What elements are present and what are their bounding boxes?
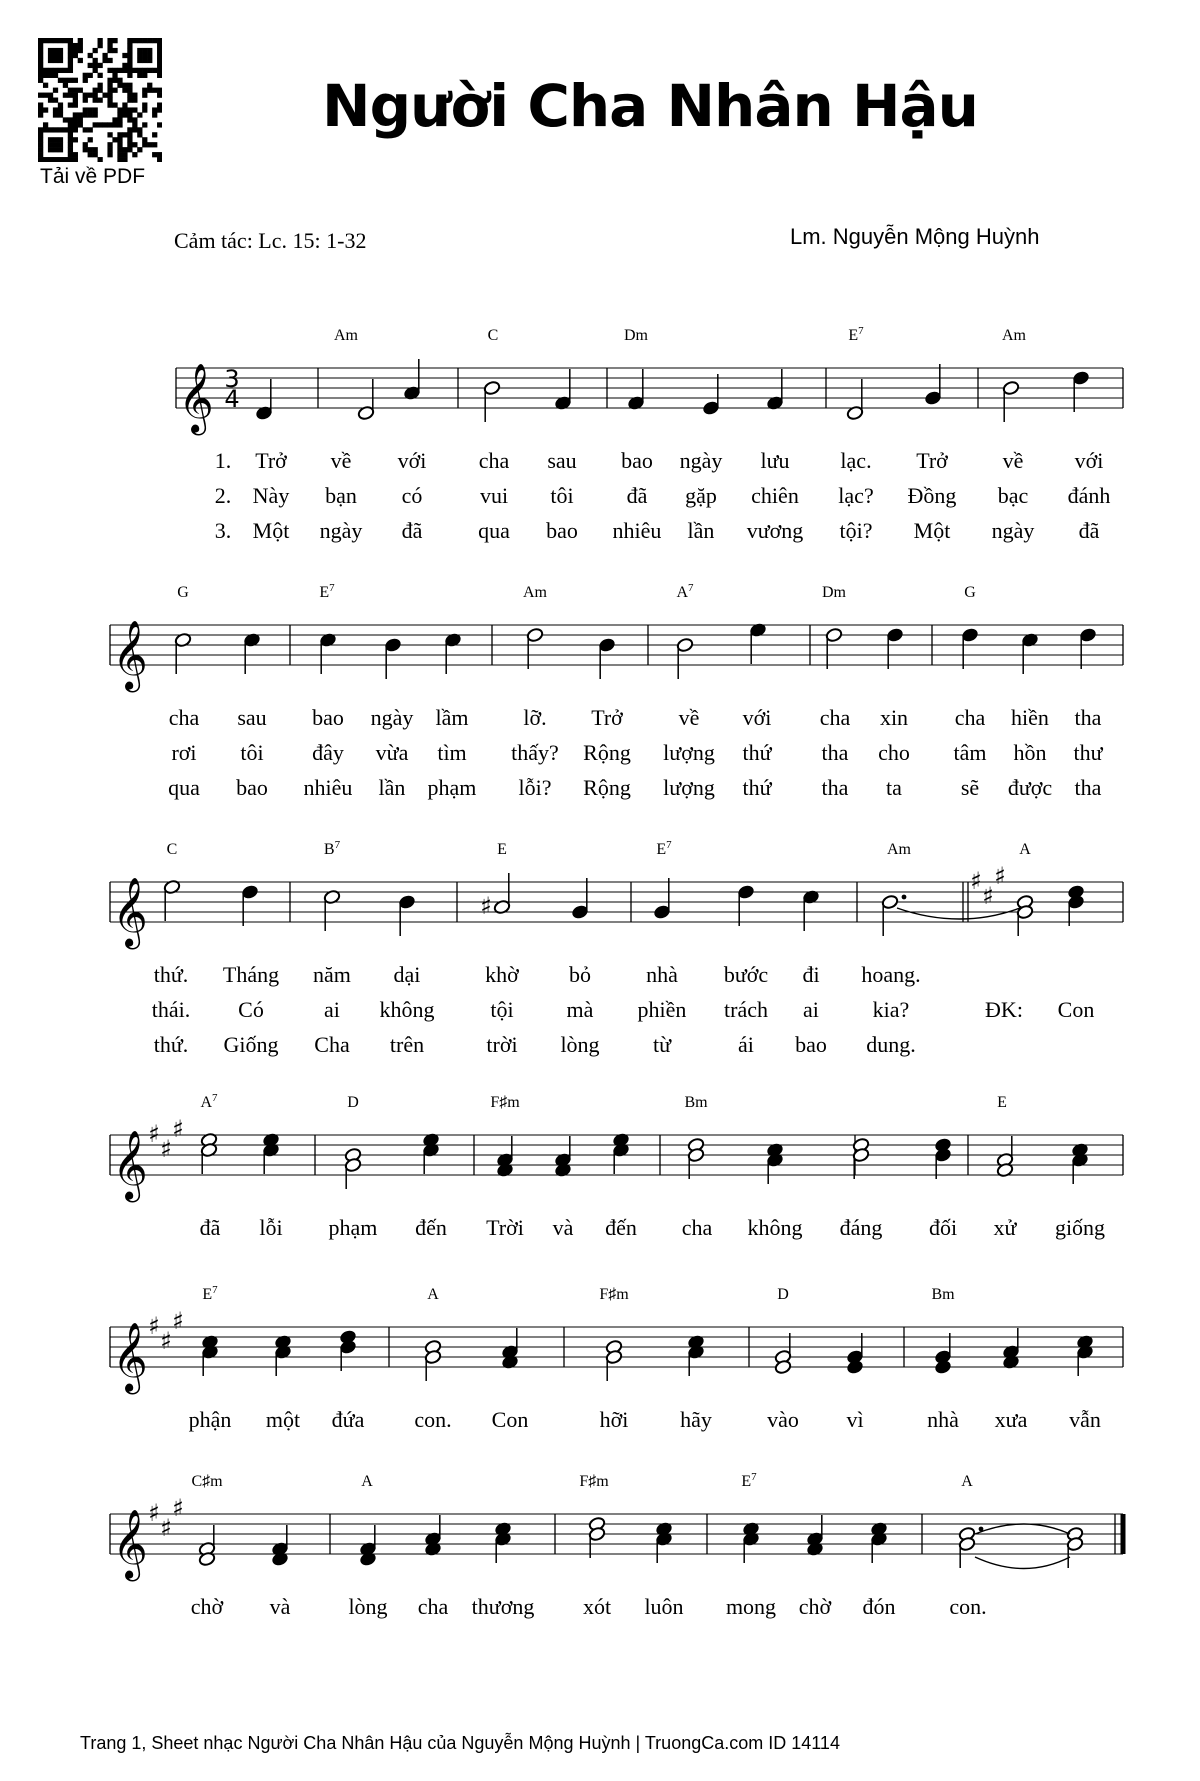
chord-root: Am [334, 327, 358, 344]
chord-symbol [1002, 327, 1027, 344]
lyric-syllable: có [401, 483, 423, 508]
tie [975, 1557, 1070, 1569]
lyric-syllable: 1. [214, 448, 232, 473]
lyric-syllable: tha [1074, 775, 1102, 800]
lyric-syllable: đến [605, 1215, 637, 1240]
chord-root: E [741, 1473, 752, 1490]
lyric-syllable: xưa [994, 1407, 1028, 1432]
lyric-syllable: tội? [839, 518, 873, 543]
lyric-syllable: ái [738, 1032, 754, 1057]
chord-root: Bm [931, 1286, 955, 1303]
lyric-syllable: thứ. [153, 1032, 189, 1057]
chord-extension: 7 [212, 1092, 218, 1104]
chord-symbol [167, 841, 178, 858]
lyric-syllable: thứ. [153, 962, 189, 987]
lyric-syllable: đón [862, 1594, 896, 1619]
lyric-syllable: bao [236, 775, 268, 800]
lyric-syllable: hãy [680, 1407, 712, 1432]
sharp-sign: ♯ [994, 862, 1006, 890]
lyric-syllable: cha [819, 705, 851, 730]
lyric-syllable: ngày [679, 448, 723, 473]
treble-clef: 𝄞 [112, 877, 148, 947]
lyric-syllable: con. [949, 1594, 987, 1619]
lyric-syllable: được [1007, 775, 1053, 800]
lyric-syllable: tha [1074, 705, 1102, 730]
lyric-syllable: đánh [1067, 483, 1111, 508]
lyric-syllable: chờ [190, 1594, 224, 1619]
chord-root: A [676, 584, 689, 601]
lyric-syllable: tha [821, 775, 849, 800]
chord-symbol [777, 1286, 789, 1303]
lyric-syllable: hồn [1013, 740, 1047, 765]
lyric-syllable: cha [954, 705, 986, 730]
chord-symbol [684, 1094, 708, 1111]
lyric-syllable: vương [746, 518, 804, 543]
chord-root: A [427, 1286, 439, 1303]
chord-root: Dm [624, 327, 648, 344]
treble-clef: 𝄞 [112, 620, 148, 690]
lyric-syllable: phận [188, 1407, 232, 1432]
lyric-syllable: lòng [560, 1032, 600, 1057]
download-pdf-label[interactable]: Tải về PDF [40, 165, 146, 188]
chord-root: Bm [684, 1094, 708, 1111]
lyric-syllable: cha [417, 1594, 449, 1619]
chord-root: C [487, 327, 499, 344]
lyric-syllable: 3. [214, 518, 232, 543]
lyric-syllable: sẽ [960, 775, 980, 800]
chord-symbol [931, 1286, 955, 1303]
subtitle: Cảm tác: Lc. 15: 1-32 [174, 228, 367, 253]
lyric-syllable: lạc. [840, 448, 872, 473]
chord-root: F♯m [490, 1094, 520, 1111]
lyric-syllable: không [379, 997, 435, 1022]
lyric-syllable: Tháng [222, 962, 280, 987]
lyric-syllable: đã [626, 483, 648, 508]
lyric-syllable: dung. [866, 1032, 916, 1057]
lyric-syllable: tha [821, 740, 849, 765]
lyric-syllable: xin [879, 705, 909, 730]
lyric-syllable: bỏ [569, 962, 591, 987]
chord-root: Am [523, 584, 547, 601]
treble-clef: 𝄞 [178, 363, 214, 433]
chord-root: F♯m [599, 1286, 629, 1303]
sharp-sign: ♯ [148, 1499, 160, 1527]
chord-symbol [497, 841, 507, 858]
lyric-syllable: tìm [437, 740, 467, 765]
lyric-syllable: lần [378, 775, 406, 800]
lyric-syllable: bao [621, 448, 653, 473]
lyric-syllable: thấy? [511, 740, 559, 765]
lyric-syllable: đây [312, 740, 344, 765]
lyric-syllable: Này [252, 483, 290, 508]
lyric-syllable: chờ [798, 1594, 832, 1619]
sharp-sign: ♯ [970, 867, 982, 895]
lyric-syllable: bao [312, 705, 344, 730]
chord-symbol [599, 1286, 629, 1303]
lyric-syllable: đã [1078, 518, 1100, 543]
lyric-syllable: một [265, 1407, 301, 1432]
lyric-syllable: kia? [872, 997, 910, 1022]
chord-symbol [202, 1284, 218, 1303]
sharp-sign: ♯ [148, 1120, 160, 1148]
lyric-syllable: đã [401, 518, 423, 543]
lyric-syllable: ai [803, 997, 819, 1022]
lyric-syllable: đã [199, 1215, 221, 1240]
treble-clef: 𝄞 [112, 1130, 148, 1200]
lyric-syllable: phạm [328, 1215, 378, 1240]
lyric-syllable: với [1074, 448, 1104, 473]
lyric-syllable: qua [478, 518, 510, 543]
lyric-syllable: xót [582, 1594, 612, 1619]
lyric-syllable: và [552, 1215, 574, 1240]
chord-symbol [961, 1473, 973, 1490]
lyric-syllable: cha [168, 705, 200, 730]
dot [902, 895, 907, 900]
lyric-syllable: với [742, 705, 772, 730]
chord-root: A [1019, 841, 1031, 858]
chord-root: A [361, 1473, 373, 1490]
lyric-syllable: lượng [663, 775, 715, 800]
lyric-syllable: trên [389, 1032, 425, 1057]
chord-symbol [579, 1473, 609, 1490]
lyric-syllable: Một [913, 518, 951, 543]
lyric-syllable: và [269, 1594, 291, 1619]
chord-symbol [676, 582, 694, 601]
lyric-syllable: thương [471, 1594, 535, 1619]
lyric-syllable: qua [168, 775, 200, 800]
chord-symbol [1019, 841, 1031, 858]
lyric-syllable: thứ [742, 775, 772, 800]
lyric-syllable: hỡi [599, 1407, 629, 1432]
chord-root: Am [1002, 327, 1026, 344]
lyric-syllable: trời [486, 1032, 518, 1057]
chord-symbol [191, 1473, 223, 1490]
lyric-syllable: Cha [314, 1032, 350, 1057]
sharp-sign: ♯ [172, 1494, 184, 1522]
lyric-syllable: Một [252, 518, 290, 543]
lyric-syllable: Trời [486, 1215, 524, 1240]
chord-symbol [964, 584, 976, 601]
lyric-syllable: Đồng [907, 483, 957, 508]
lyric-syllable: tôi [550, 483, 574, 508]
lyric-syllable: đối [928, 1215, 958, 1240]
lyric-syllable: lòng [348, 1594, 388, 1619]
chord-root: F♯m [579, 1473, 609, 1490]
chord-root: E [997, 1094, 1007, 1111]
lyric-syllable: 2. [214, 483, 232, 508]
chord-symbol [334, 327, 359, 344]
chord-extension: 7 [688, 582, 694, 594]
lyric-syllable: ngày [370, 705, 414, 730]
lyric-syllable: phiền [637, 997, 687, 1022]
lyric-syllable: đáng [839, 1215, 883, 1240]
chord-symbol [490, 1094, 520, 1111]
sharp-sign: ♯ [172, 1115, 184, 1143]
chord-root: B [323, 841, 335, 858]
page-footer: Trang 1, Sheet nhạc Người Cha Nhân Hậu của Nguyễn Mộng Huỳnh | TruongCa.com ID 14114 [80, 1733, 840, 1753]
sharp-sign: ♯ [982, 882, 994, 910]
lyric-syllable: hiền [1011, 705, 1049, 730]
chord-root: C [166, 841, 178, 858]
chord-root: G [177, 584, 189, 601]
sharp-sign: ♯ [172, 1307, 184, 1335]
song-title: Người Cha Nhân Hậu [322, 72, 978, 140]
chord-symbol [741, 1471, 757, 1490]
chord-extension: 7 [329, 582, 335, 594]
lyric-syllable: ai [324, 997, 340, 1022]
lyric-syllable: đến [415, 1215, 447, 1240]
chord-symbol [177, 584, 189, 601]
lyric-syllable: nhà [646, 962, 678, 987]
chord-symbol [624, 327, 649, 344]
chord-symbol [887, 841, 912, 858]
lyric-syllable: về [678, 705, 700, 730]
lyric-syllable: trách [724, 997, 768, 1022]
lyric-syllable: sau [547, 448, 577, 473]
chord-root: A [961, 1473, 973, 1490]
lyric-syllable: Giống [223, 1032, 279, 1057]
lyric-syllable: tâm [953, 740, 987, 765]
lyric-syllable: gặp [685, 483, 717, 508]
chord-root: Dm [822, 584, 846, 601]
lyric-syllable: Trở [591, 705, 623, 730]
chord-root: Am [887, 841, 911, 858]
lyric-syllable: hoang. [861, 962, 921, 987]
lyric-syllable: bạn [325, 483, 357, 508]
sharp-sign: ♯ [160, 1135, 172, 1163]
chord-root: E [848, 327, 859, 344]
lyric-syllable: ĐK: [985, 997, 1023, 1022]
lyric-syllable: thứ [742, 740, 772, 765]
lyric-syllable: mà [566, 997, 594, 1022]
lyric-syllable: năm [313, 962, 351, 987]
lyric-syllable: cha [478, 448, 510, 473]
lyric-syllable: ngày [991, 518, 1035, 543]
chord-root: E [656, 841, 667, 858]
tie [975, 1524, 1070, 1534]
lyric-syllable: thái. [151, 997, 191, 1022]
chord-symbol [848, 325, 864, 344]
chord-root: E [202, 1286, 213, 1303]
chord-extension: 7 [858, 325, 864, 337]
chord-extension: 7 [666, 839, 672, 851]
lyric-syllable: với [397, 448, 427, 473]
lyric-syllable: ngày [319, 518, 363, 543]
composer: Lm. Nguyễn Mộng Huỳnh [790, 224, 1040, 249]
lyric-syllable: Rộng [583, 740, 631, 765]
sharp-sign: ♯ [160, 1327, 172, 1355]
lyric-syllable: lưu [760, 448, 790, 473]
chord-root: A [200, 1094, 213, 1111]
lyric-syllable: vẫn [1069, 1407, 1101, 1432]
chord-root: G [964, 584, 976, 601]
lyric-syllable: nhà [927, 1407, 959, 1432]
chord-extension: 7 [334, 839, 341, 851]
chord-symbol [523, 584, 548, 601]
chord-root: E [497, 841, 507, 858]
lyric-syllable: bạc [997, 483, 1029, 508]
chord-symbol [347, 1094, 359, 1111]
lyric-syllable: bao [795, 1032, 827, 1057]
chord-symbol [200, 1092, 218, 1111]
lyric-syllable: lần [687, 518, 715, 543]
lyric-syllable: lỡ. [523, 705, 547, 730]
lyric-syllable: giống [1054, 1215, 1106, 1240]
lyric-syllable: về [1002, 448, 1024, 473]
lyric-syllable: chiên [751, 483, 799, 508]
chord-root: E [319, 584, 330, 601]
lyric-syllable: Trở [916, 448, 948, 473]
chord-symbol [427, 1286, 439, 1303]
lyric-syllable: cho [878, 740, 910, 765]
sharp-sign: ♯ [148, 1312, 160, 1340]
lyric-syllable: cha [681, 1215, 713, 1240]
time-signature: 3 [224, 365, 240, 393]
lyric-syllable: con. [414, 1407, 452, 1432]
lyric-syllable: rơi [171, 740, 197, 765]
chord-extension: 7 [212, 1284, 218, 1296]
lyric-syllable: khờ [485, 962, 519, 987]
lyric-syllable: xử [993, 1215, 1017, 1240]
lyric-syllable: nhiêu [612, 518, 662, 543]
chord-symbol [997, 1094, 1007, 1111]
chord-symbol [488, 327, 499, 344]
lyric-syllable: vừa [375, 740, 409, 765]
lyric-syllable: nhiêu [303, 775, 353, 800]
sharp-sign: ♯ [160, 1514, 172, 1542]
lyric-syllable: Có [238, 997, 264, 1022]
time-signature: 4 [224, 385, 240, 413]
chord-symbol [324, 839, 341, 858]
lyric-syllable: Trở [255, 448, 287, 473]
chord-root: D [777, 1286, 789, 1303]
chord-root: C♯m [191, 1473, 223, 1490]
lyric-syllable: bước [723, 962, 769, 987]
treble-clef: 𝄞 [112, 1322, 148, 1392]
chord-symbol [319, 582, 335, 601]
chord-root: D [347, 1094, 359, 1111]
lyric-syllable: Con [491, 1407, 529, 1432]
lyric-syllable: tội [490, 997, 514, 1022]
lyric-syllable: lỗi [259, 1215, 283, 1240]
chord-symbol [361, 1473, 373, 1490]
lyric-syllable: về [330, 448, 352, 473]
lyric-syllable: từ [652, 1032, 672, 1057]
lyric-syllable: Rộng [583, 775, 631, 800]
lyric-syllable: thư [1073, 740, 1103, 765]
lyric-syllable: Con [1057, 997, 1095, 1022]
lyric-syllable: đứa [331, 1407, 365, 1432]
lyric-syllable: vào [767, 1407, 799, 1432]
lyric-syllable: ta [886, 775, 902, 800]
chord-symbol [656, 839, 672, 858]
lyric-syllable: vui [479, 483, 509, 508]
treble-clef: 𝄞 [112, 1509, 148, 1579]
lyric-syllable: lạc? [838, 483, 874, 508]
lyric-syllable: dại [393, 962, 421, 987]
lyric-syllable: lỗi? [518, 775, 552, 800]
lyric-syllable: vì [846, 1407, 864, 1432]
lyric-syllable: không [747, 1215, 803, 1240]
lyric-syllable: tôi [240, 740, 264, 765]
lyric-syllable: lượng [663, 740, 715, 765]
lyric-syllable: lầm [435, 705, 469, 730]
chord-symbol [822, 584, 847, 601]
lyric-syllable: phạm [427, 775, 477, 800]
lyric-syllable: mong [725, 1594, 777, 1619]
lyric-syllable: bao [546, 518, 578, 543]
lyric-syllable: luôn [644, 1594, 684, 1619]
tie [897, 908, 1020, 919]
lyric-syllable: sau [237, 705, 267, 730]
chord-extension: 7 [751, 1471, 757, 1483]
lyric-syllable: đi [802, 962, 820, 987]
sharp-sign: ♯ [480, 892, 492, 920]
